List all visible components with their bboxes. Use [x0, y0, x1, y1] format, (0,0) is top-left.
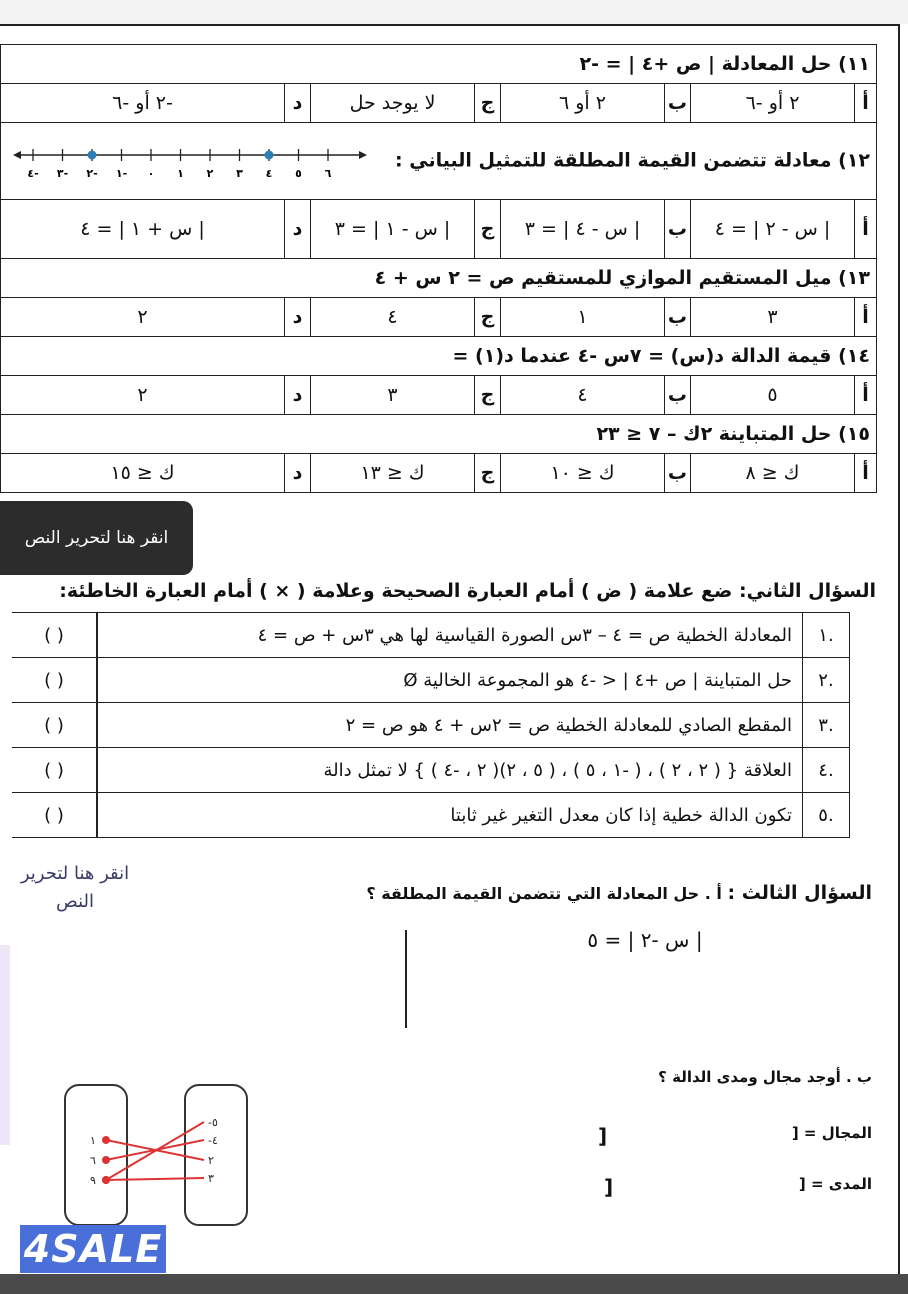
number-line-tick-label: -٤ [27, 167, 39, 180]
option-letter: ب [665, 84, 691, 123]
domain-line [572, 1124, 872, 1142]
statement-number: .١ [803, 613, 850, 658]
answer-bracket[interactable]: ( ) [12, 613, 97, 658]
option-answer[interactable]: ك ≤ ١٠ [501, 454, 665, 493]
number-line-point [88, 151, 97, 160]
4sale-logo: 4SALE [20, 1225, 166, 1273]
domain-value: ٢ [208, 1154, 214, 1167]
option-letter: ج [475, 454, 501, 493]
option-letter: ج [475, 200, 501, 259]
option-answer[interactable]: | س - ١ | = ٣ [311, 200, 475, 259]
question-three [172, 882, 872, 904]
arrow-left-icon [13, 151, 21, 159]
option-letter: د [285, 376, 311, 415]
option-answer[interactable]: ٢ أو -٦ [691, 84, 855, 123]
answer-bracket[interactable]: ( ) [12, 658, 97, 703]
statement-text: تكون الدالة خطية إذا كان معدل التغير غير ثابتا [97, 793, 803, 838]
number-line-tick-label: -٣ [56, 167, 69, 180]
option-letter: د [285, 298, 311, 337]
question-three-title: السؤال الثالث : [727, 882, 872, 904]
option-letter: أ [855, 200, 877, 259]
statement-row [12, 613, 850, 658]
number-line-tick-label: -١ [115, 167, 128, 180]
option-letter: ج [475, 376, 501, 415]
option-answer[interactable]: ١ [501, 298, 665, 337]
option-letter: أ [855, 84, 877, 123]
option-answer[interactable]: ٤ [501, 376, 665, 415]
mcq-table [0, 44, 877, 493]
domain-label: المجال = [ [791, 1124, 872, 1142]
range-value: ١ [90, 1134, 96, 1147]
mcq-options-row [1, 298, 877, 337]
mcq-options-row [1, 454, 877, 493]
option-answer[interactable]: | س - ٢ | = ٤ [691, 200, 855, 259]
page-edge [898, 24, 908, 1274]
number-line-point [265, 151, 274, 160]
edit-text-overlay[interactable]: انقر هنا لتحرير النص [0, 501, 193, 575]
number-line-tick-label: ٥ [295, 167, 302, 180]
question-label: ١١) حل المعادلة | ص +٤ | = -٢ [579, 53, 870, 75]
option-answer[interactable]: لا يوجد حل [311, 84, 475, 123]
bottom-bar [0, 1274, 908, 1294]
mcq-question-text [1, 45, 877, 84]
option-letter: ب [665, 454, 691, 493]
option-answer[interactable]: ك ≤ ٨ [691, 454, 855, 493]
mcq-question-text [1, 259, 877, 298]
option-answer[interactable]: ٣ [311, 376, 475, 415]
mapping-arrow [106, 1178, 204, 1180]
statement-row [12, 793, 850, 838]
mcq-question-row [1, 45, 877, 84]
answer-divider [405, 930, 407, 1028]
range-value: ٩ [90, 1174, 96, 1187]
option-letter: أ [855, 376, 877, 415]
mcq-question-row [1, 123, 877, 200]
abs-equation: | س -٢ | = ٥ [587, 928, 703, 952]
option-answer[interactable]: ٢ أو ٦ [501, 84, 665, 123]
option-answer[interactable]: ٥ [691, 376, 855, 415]
question-three-part-a: أ . حل المعادلة التي تتضمن القيمة المطلقة ؟ [366, 884, 722, 903]
statement-number: .٢ [803, 658, 850, 703]
question-two-title: السؤال الثاني: ضع علامة ( ض ) أمام العبارة الصحيحة وعلامة ( × ) أمام العبارة الخاطئة: [59, 580, 876, 602]
number-line-tick-label: ٦ [324, 167, 332, 180]
answer-bracket[interactable]: ( ) [12, 793, 97, 838]
option-letter: د [285, 454, 311, 493]
statement-number: .٥ [803, 793, 850, 838]
mcq-question-row [1, 415, 877, 454]
statement-text: المعادلة الخطية ص = ٤ – ٣س الصورة القياسية لها هي ٣س + ص = ٤ [97, 613, 803, 658]
top-band [0, 0, 908, 26]
option-letter: أ [855, 298, 877, 337]
option-letter: ج [475, 298, 501, 337]
question-label: ١٤) قيمة الدالة د(س) = ٧س -٤ عندما د(١) = [452, 345, 870, 367]
domain-value: -٥ [208, 1116, 218, 1129]
true-false-table [12, 612, 850, 838]
mcq-question-text [1, 123, 877, 200]
option-answer[interactable]: ك ≤ ١٣ [311, 454, 475, 493]
mcq-question-text [1, 415, 877, 454]
statement-text: حل المتباينة | ص +٤ | < -٤ هو المجموعة الخالية Ø [97, 658, 803, 703]
option-answer[interactable]: ٢ [1, 298, 285, 337]
mcq-question-text [1, 337, 877, 376]
statement-number: .٣ [803, 703, 850, 748]
statement-text: المقطع الصادي للمعادلة الخطية ص = ٢س + ٤ هو ص = ٢ [97, 703, 803, 748]
question-three-part-b: ب . أوجد مجال ومدى الدالة ؟ [658, 1068, 872, 1086]
option-letter: ج [475, 84, 501, 123]
mcq-options-row [1, 200, 877, 259]
answer-bracket[interactable]: ( ) [12, 703, 97, 748]
range-close-bracket: ] [604, 1175, 614, 1199]
option-answer[interactable]: ٤ [311, 298, 475, 337]
side-panel-strip [0, 945, 10, 1145]
question-label: ١٢) معادلة تتضمن القيمة المطلقة للتمثيل البياني : [395, 149, 870, 172]
option-letter: د [285, 200, 311, 259]
domain-close-bracket: ] [598, 1124, 608, 1148]
mcq-options-row [1, 376, 877, 415]
range-value: ٦ [90, 1154, 96, 1167]
number-line-tick-label: ٠ [147, 167, 155, 180]
edit-text-note[interactable]: انقر هنا لتحرير النص [20, 863, 130, 912]
option-answer[interactable]: | س + ١ | = ٤ [1, 200, 285, 259]
range-label: المدى = [ [798, 1175, 872, 1193]
statement-row [12, 748, 850, 793]
option-letter: أ [855, 454, 877, 493]
domain-value: ٣ [208, 1172, 214, 1185]
number-line-tick-label: ٤ [265, 167, 273, 180]
option-answer[interactable]: -٢ أو -٦ [1, 84, 285, 123]
statement-row [12, 658, 850, 703]
option-letter: د [285, 84, 311, 123]
mapping-diagram [60, 1080, 260, 1230]
statement-row [12, 703, 850, 748]
option-letter: ب [665, 200, 691, 259]
option-answer[interactable]: | س - ٤ | = ٣ [501, 200, 665, 259]
domain-value: -٤ [208, 1134, 218, 1147]
arrow-head-icon [103, 1157, 109, 1163]
question-label: ١٣) ميل المستقيم الموازي للمستقيم ص = ٢ س + ٤ [374, 267, 870, 289]
number-line-tick-label: ١ [177, 167, 184, 180]
arrow-head-icon [103, 1137, 109, 1143]
number-line-tick-label: ٣ [236, 167, 243, 180]
number-line-tick-label: ٢ [206, 167, 214, 180]
mcq-question-row [1, 259, 877, 298]
mcq-question-row [1, 337, 877, 376]
arrow-right-icon [359, 151, 367, 159]
option-answer[interactable]: ك ≤ ١٥ [1, 454, 285, 493]
statement-text: العلاقة { ( ٢ ، ٢ ) ، ( -١ ، ٥ ) ، ( ٥ ، ٢)( ٢ ، -٤ ) } لا تمثل دالة [97, 748, 803, 793]
mcq-options-row [1, 84, 877, 123]
number-line-graph [11, 139, 371, 183]
option-answer[interactable]: ٢ [1, 376, 285, 415]
statement-number: .٤ [803, 748, 850, 793]
arrow-head-icon [103, 1177, 109, 1183]
option-letter: ب [665, 298, 691, 337]
option-answer[interactable]: ٣ [691, 298, 855, 337]
answer-bracket[interactable]: ( ) [12, 748, 97, 793]
range-oval [65, 1085, 127, 1225]
domain-oval [185, 1085, 247, 1225]
range-line [572, 1175, 872, 1193]
number-line-tick-label: -٢ [86, 167, 98, 180]
question-label: ١٥) حل المتباينة ٢ك – ٧ ≤ ٢٣ [596, 423, 870, 445]
option-letter: ب [665, 376, 691, 415]
